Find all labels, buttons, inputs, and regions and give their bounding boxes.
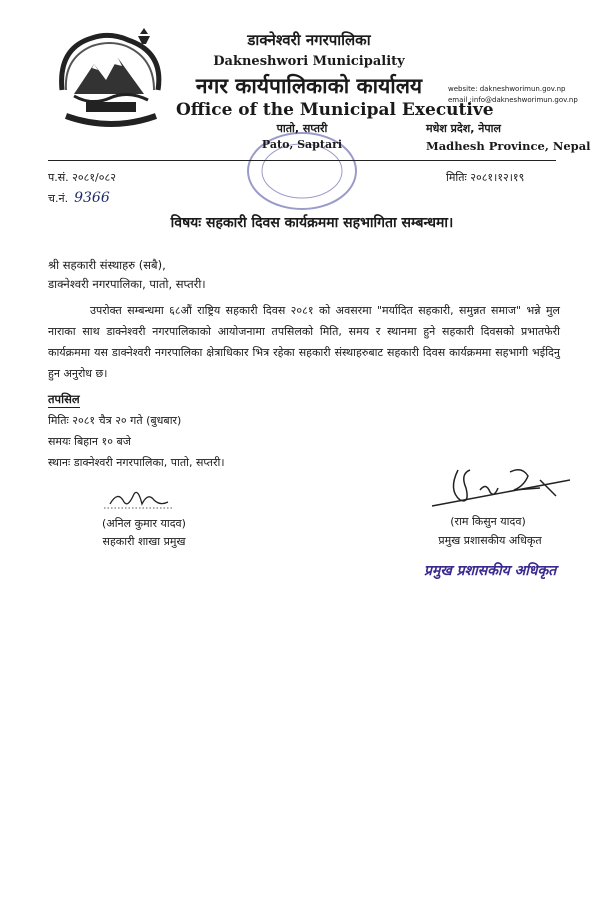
contact-info: [448, 84, 578, 106]
schedule-time: समयः बिहान १० बजे: [48, 435, 131, 448]
address-english: Pato, Saptari: [261, 138, 343, 151]
office-name-english: Office of the Municipal Executive: [176, 100, 494, 120]
right-signatory-title: प्रमुख प्रशासकीय अधिकृत: [438, 534, 542, 547]
letter-body: उपरोक्त सम्बन्धमा ६८औं राष्ट्रिय सहकारी दिवस २०८१ को अवसरमा "मर्यादित सहकारी, समुन्नत समाज" भन्ने मुल नाराका साथ डाक्नेश्वरी नगरपालिकाको आयोजनामा तपसिलको मिति, समय र स्थानमा हुने सहकारी दिवसको प्रभातफेरी कार्यक्रममा यस डाक्नेश्वरी नगरपालिका क्षेत्राधिकार भित्र रहेका सहकारी संस्थाहरुबाट सहकारी दिवस कार्यक्रममा सहभागी भईदिनु हुन अनुरोध छ।: [48, 304, 560, 380]
email-text: email :info@dakneshworimun.gov.np: [448, 96, 578, 104]
schedule-place: स्थानः डाक्नेश्वरी नगरपालिका, पातो, सप्तरी।: [48, 456, 225, 469]
recipient-line-1: श्री सहकारी संस्थाहरु (सबै),: [48, 258, 166, 272]
left-signatory-title: सहकारी शाखा प्रमुख: [102, 535, 186, 548]
municipality-name-english: Dakneshwori Municipality: [213, 54, 405, 69]
letter-date: मितिः २०८१।१२।१९: [446, 171, 525, 184]
dispatch-number: [48, 190, 110, 206]
province-nepali: मधेश प्रदेश, नेपाल: [426, 122, 501, 135]
address-nepali: पातो, सप्तरी: [276, 122, 328, 135]
dispatch-number-handwritten: 9366: [74, 190, 110, 206]
left-signature: [104, 486, 174, 512]
dispatch-label: च.नं.: [48, 192, 69, 205]
header-divider: [48, 160, 556, 161]
right-signature: [430, 460, 570, 510]
province-english: Madhesh Province, Nepal: [426, 139, 591, 153]
recipient-line-2: डाक्नेश्वरी नगरपालिका, पातो, सप्तरी।: [48, 277, 206, 291]
designation-stamp: प्रमुख प्रशासकीय अधिकृत: [424, 563, 557, 579]
right-signatory-name: (राम किसुन यादव): [450, 515, 526, 528]
schedule-heading: तपसिल: [48, 392, 80, 406]
schedule-date: मितिः २०८१ चैत्र २० गते (बुधबार): [48, 414, 182, 427]
website-text: website: dakneshworimun.gov.np: [448, 85, 566, 93]
left-signatory-name: (अनिल कुमार यादव): [102, 517, 186, 530]
letter-subject: विषयः सहकारी दिवस कार्यक्रममा सहभागिता सम्बन्धमा।: [170, 215, 454, 231]
office-name-nepali: नगर कार्यपालिकाको कार्यालय: [195, 74, 423, 98]
reference-number: प.सं. २०८१/०८२: [48, 171, 116, 184]
municipality-name-nepali: डाक्नेश्वरी नगरपालिका: [247, 31, 371, 49]
nepal-emblem-logo: [52, 28, 170, 136]
